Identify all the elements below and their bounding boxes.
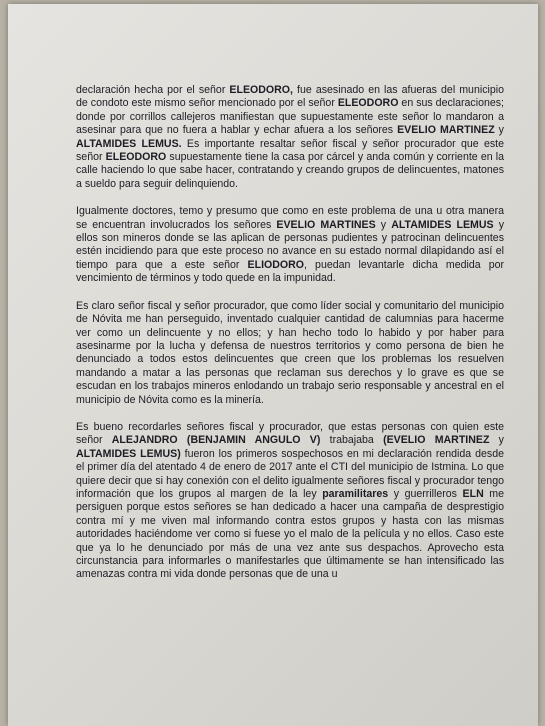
text-run: fue asesinado en las afueras del municipio de condoto este mismo señor mencionado por el señor <box>76 84 504 110</box>
bold-text-run: ELEODORO, <box>229 84 293 96</box>
text-run: fueron los primeros sospechosos en mi declaración rendida desde el primer día del atentado 4 de enero de 2017 ante el CTI del municipio de Istmina. Lo que quiere decir que si hay conexión con el delito igualmente señores fiscal y procurador tengo información que los grupos al margen de la ley <box>76 447 504 500</box>
bold-text-run: ALTAMIDES LEMUS) <box>76 447 181 460</box>
text-run: y guerrilleros <box>388 487 463 500</box>
bold-text-run: EVELIO MARTINES <box>276 218 376 231</box>
text-run: y <box>375 218 392 231</box>
bold-text-run: EVELIO MARTINEZ <box>397 124 495 137</box>
text-run: trabajaba <box>320 434 384 447</box>
text-run: , puedan levantarle dicha medida por vencimiento de términos y todo quede en la impunidad. <box>76 258 505 285</box>
document-body <box>76 84 504 596</box>
text-run: y <box>489 434 504 447</box>
bold-text-run: ELEODORO <box>337 97 399 110</box>
bold-text-run: (EVELIO MARTINEZ <box>383 434 490 447</box>
bold-text-run: ELEODORO <box>105 151 167 164</box>
text-run: y ellos son mineros donde se las aplican de personas pudientes y patrocinan delincuentes estén incidiendo para que este proceso no avance en su estado normal dilapidando así el tiempo para que a este señor <box>76 218 504 271</box>
bold-text-run: ALTAMIDES LEMUS <box>391 218 494 231</box>
text-run: declaración hecha por el señor <box>76 84 230 96</box>
text-run: Igualmente doctores, temo y presumo que como en este problema de una u otra manera se encuentran involucrados los señores <box>76 205 504 231</box>
bold-text-run: ELN <box>462 487 484 500</box>
bold-text-run: paramilitares <box>322 487 389 500</box>
paragraph <box>76 300 504 407</box>
text-run: Es claro señor fiscal y señor procurador, que como líder social y comunitario del municipio de Nóvita me han perseguido, inventado cualquier cantidad de calumnias para hacerme ver como un delincuente y no ellos; y han hecho todo lo habido y por haber para asesinarme por la lucha y defensa de nuestros territorios y como persona de bien he denunciado a todos estos delincuentes que creen que los problemas los resuelven mandando a matar a las personas que reclaman sus derechos y lo grave es que se escudan en los trabajos mineros enlodando un trabajo serio responsable y ancestral en el municipio de Nóvita como es la minería. <box>76 299 504 406</box>
bold-text-run: ELIODORO <box>247 258 305 271</box>
document-page <box>8 4 538 726</box>
paragraph <box>76 205 504 285</box>
text-run: en sus declaraciones; donde por corrillos callejeros manifiestan que supuestamente este señor lo mandaron a asesinar para que no fuera a hablar y echar afuera a los señores <box>76 97 504 137</box>
text-run: Es bueno recordarles señores fiscal y procurador, que estas personas con quien este señor <box>76 420 504 447</box>
text-run: y <box>494 124 504 137</box>
text-run: Es importante resaltar señor fiscal y señor procurador que este señor <box>76 137 504 164</box>
paragraph <box>76 421 504 582</box>
paragraph <box>76 84 504 191</box>
bold-text-run: ALEJANDRO (BENJAMIN ANGULO V) <box>111 434 321 447</box>
text-run: supuestamente tiene la casa por cárcel y anda común y corriente en la calle haciendo lo que sabe hacer, contratando y creando grupos de delincuentes, matones a sueldo para seguir delinquiendo. <box>76 151 504 190</box>
text-run: me persiguen porque estos señores se han dedicado a hacer una campaña de desprestigio contra mí y me viven mal informando contra estos grupos y hasta con las mismas autoridades haciéndome ver como si fuese yo el malo de la película y no ellos. Caso este que ya lo he denunciado por más de una vez ante sus despachos. Aprovecho esta circunstancia para informarles o manifestarles que últimamente se han intensificado las amenazas contra mi vida donde personas que de una u <box>76 487 504 581</box>
bold-text-run: ALTAMIDES LEMUS. <box>76 137 182 150</box>
